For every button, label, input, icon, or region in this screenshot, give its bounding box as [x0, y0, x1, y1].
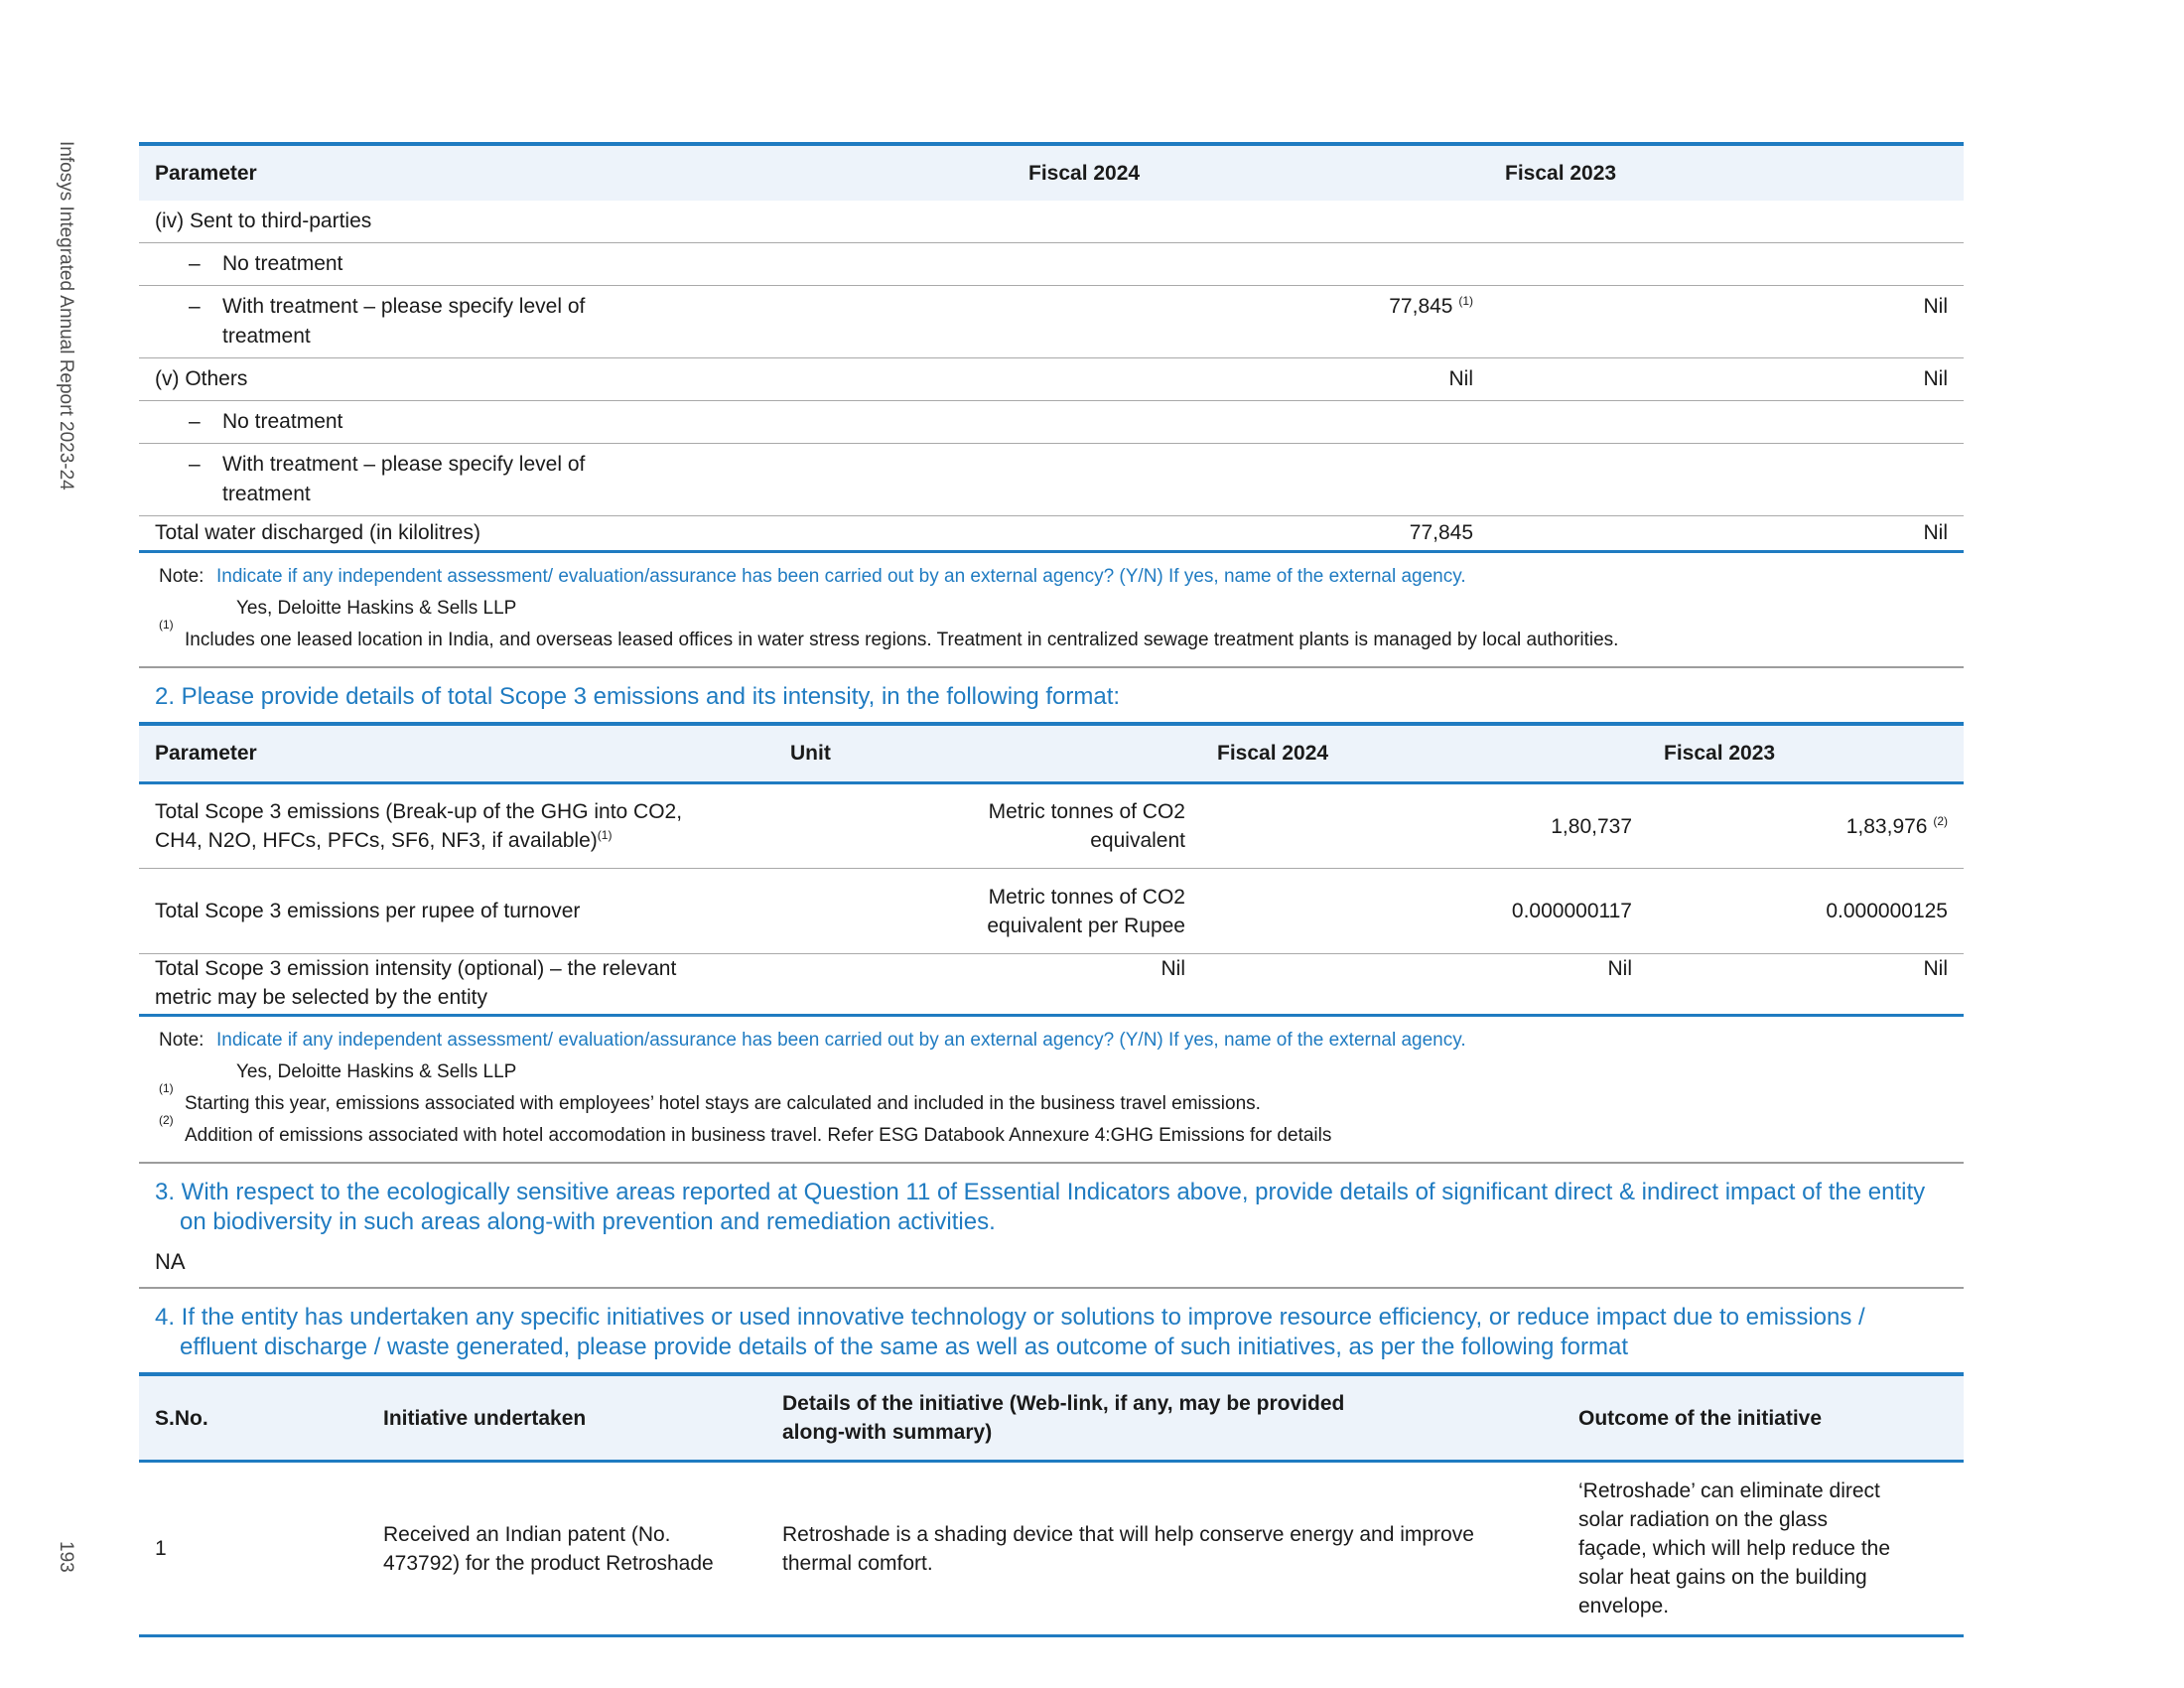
parameter-line: Total Scope 3 emissions (Break-up of the GHG into CO2,	[155, 800, 683, 823]
row-fy24	[1013, 201, 1489, 243]
row-fy23	[1489, 444, 1964, 516]
parameter-line: Total Scope 3 emission intensity (optional) – the relevant	[155, 957, 677, 980]
table-row	[139, 444, 1964, 516]
row-parameter: Total Scope 3 emissions per rupee of turnover	[139, 869, 774, 954]
row-fy24	[1013, 401, 1489, 444]
table-row	[139, 243, 1964, 286]
unit-line: Metric tonnes of CO2	[988, 885, 1185, 909]
page-number	[53, 1541, 82, 1601]
table-row-total	[139, 516, 1964, 552]
question-line: on biodiversity in such areas along-with prevention and remediation activities.	[180, 1208, 996, 1235]
scope3-emissions-table	[139, 722, 1964, 1017]
dash-marker: –	[189, 410, 201, 433]
footnote-mark: (1)	[159, 618, 174, 632]
footnote-mark: (2)	[159, 1113, 174, 1127]
parameter-text: CH4, N2O, HFCs, PFCs, SF6, NF3, if available)	[155, 829, 598, 852]
report-title-text: Infosys Integrated Annual Report 2023-24	[56, 141, 76, 491]
header-fiscal-2024: Fiscal 2024	[1028, 161, 1141, 185]
header-initiative: Initiative undertaken	[367, 1374, 766, 1462]
footnote-text: Addition of emissions associated with hotel accomodation in business travel. Refer ESG Databook Annexure 4:GHG Emissions for details	[185, 1125, 1332, 1146]
note-question: Indicate if any independent assessment/ evaluation/assurance has been carried out by an external agency? (Y/N) If yes, name of the external agency.	[216, 566, 1466, 587]
footnote	[159, 1081, 1964, 1120]
question-line: effluent discharge / waste generated, please provide details of the same as well as outcome of such initiatives, as per the following format	[180, 1334, 1629, 1360]
question-4-heading	[139, 1289, 1964, 1372]
header-fiscal-2023: Fiscal 2023	[1505, 161, 1617, 185]
row-fy23	[1489, 401, 1964, 444]
value: 77,845	[1389, 295, 1453, 318]
row-fy23: Nil	[1923, 957, 1948, 980]
dash-marker: –	[189, 252, 201, 275]
row-fy23: 0.000000125	[1648, 869, 1964, 954]
row-fy24	[1013, 243, 1489, 286]
page-number-text: 193	[56, 1541, 76, 1573]
row-label	[139, 444, 1013, 516]
row-label: Total water discharged (in kilolitres)	[139, 516, 1013, 552]
row-label-text: treatment	[222, 483, 311, 505]
row-fy24: Nil	[1013, 358, 1489, 401]
footnote	[159, 1113, 1964, 1152]
footnote-text: Includes one leased location in India, and overseas leased offices in water stress regions. Treatment in centralized sewage treatment plants is managed by local authorities.	[185, 630, 1619, 650]
row-label	[139, 243, 1013, 286]
value: 1,83,976	[1845, 814, 1928, 838]
row-label-text: With treatment – please specify level of	[222, 295, 586, 318]
table-header-row	[139, 1374, 1964, 1462]
note-label: Note:	[159, 1030, 205, 1051]
table-row	[139, 954, 1964, 1016]
unit-line: Metric tonnes of CO2	[988, 800, 1185, 823]
question-2-heading: 2. Please provide details of total Scope 3 emissions and its intensity, in the following format:	[155, 683, 1121, 710]
row-unit	[774, 869, 1201, 954]
row-label: (v) Others	[139, 358, 1013, 401]
footnote-mark: (1)	[159, 1081, 174, 1095]
row-fy24	[1013, 286, 1489, 358]
cell-line: solar heat gains on the building	[1578, 1566, 1867, 1589]
dash-marker: –	[189, 453, 201, 476]
footnote-text: Starting this year, emissions associated with employees’ hotel stays are calculated and included in the business travel emissions.	[185, 1093, 1261, 1114]
parameter-line: metric may be selected by the entity	[155, 986, 487, 1009]
note-label: Note:	[159, 566, 205, 587]
note-answer: Yes, Deloitte Haskins & Sells LLP	[236, 598, 517, 619]
cell-outcome	[1563, 1462, 1964, 1636]
cell-line: 473792) for the product Retroshade	[383, 1551, 714, 1575]
row-label	[139, 286, 1013, 358]
header-details	[766, 1374, 1563, 1462]
note-line	[159, 561, 1964, 593]
row-unit: Nil	[1160, 957, 1185, 980]
question-3-answer: NA	[155, 1249, 186, 1274]
row-label-text: No treatment	[222, 410, 343, 433]
row-label-text: No treatment	[222, 252, 343, 275]
cell-initiative	[367, 1462, 766, 1636]
row-label: (iv) Sent to third-parties	[139, 201, 1013, 243]
footnote-ref: (1)	[597, 828, 613, 842]
cell-line: façade, which will help reduce the	[1578, 1537, 1891, 1560]
header-unit: Unit	[774, 724, 1201, 783]
row-fy24: 0.000000117	[1201, 869, 1648, 954]
table-row	[139, 1462, 1964, 1636]
row-label	[139, 401, 1013, 444]
cell-line: Retroshade is a shading device that will help conserve energy and improve	[782, 1522, 1474, 1546]
row-parameter	[139, 783, 774, 869]
row-fy23: Nil	[1489, 516, 1964, 552]
cell-line: solar radiation on the glass	[1578, 1508, 1828, 1531]
note-question: Indicate if any independent assessment/ evaluation/assurance has been carried out by an external agency? (Y/N) If yes, name of the external agency.	[216, 1030, 1466, 1051]
table-row	[139, 286, 1964, 358]
row-label-text: treatment	[222, 325, 311, 348]
header-fiscal-2024: Fiscal 2024	[1201, 724, 1648, 783]
row-fy24: Nil	[1607, 957, 1632, 980]
question-3-heading	[139, 1164, 1964, 1247]
row-fy24: 1,80,737	[1201, 783, 1648, 869]
water-note	[139, 553, 1964, 666]
row-fy23	[1489, 243, 1964, 286]
row-unit	[774, 783, 1201, 869]
dash-marker: –	[189, 295, 201, 318]
row-fy23: Nil	[1489, 358, 1964, 401]
footnote	[159, 618, 1964, 656]
cell-details	[766, 1462, 1563, 1636]
page-content	[139, 142, 1964, 1637]
row-fy23: Nil	[1489, 286, 1964, 358]
row-parameter	[139, 954, 774, 1016]
cell-line: thermal comfort.	[782, 1551, 933, 1575]
table-header-row	[139, 144, 1964, 201]
table-row	[139, 201, 1964, 243]
header-fiscal-2023: Fiscal 2023	[1648, 724, 1964, 783]
footnote-ref: (2)	[1933, 813, 1948, 828]
header-parameter: Parameter	[139, 724, 774, 783]
note-line	[159, 1025, 1964, 1056]
initiatives-table	[139, 1372, 1964, 1637]
question-line: 3. With respect to the ecologically sensitive areas reported at Question 11 of Essential Indicators above, provide details of significant direct & indirect impact of the entity	[155, 1179, 1926, 1205]
table-row	[139, 869, 1964, 954]
unit-line: equivalent	[1090, 829, 1185, 852]
side-report-title	[53, 141, 82, 558]
cell-sno: 1	[155, 1537, 167, 1560]
row-fy24: 77,845	[1013, 516, 1489, 552]
row-label-text: With treatment – please specify level of	[222, 453, 586, 476]
table-row	[139, 358, 1964, 401]
row-fy23	[1648, 783, 1964, 869]
table-row	[139, 401, 1964, 444]
table-header-row	[139, 724, 1964, 783]
header-outcome: Outcome of the initiative	[1563, 1374, 1964, 1462]
cell-line: Received an Indian patent (No.	[383, 1522, 671, 1546]
scope3-note	[139, 1017, 1964, 1162]
cell-line: ‘Retroshade’ can eliminate direct	[1578, 1479, 1880, 1502]
parameter-line	[155, 826, 758, 855]
cell-line: envelope.	[1578, 1595, 1670, 1618]
water-discharge-table	[139, 142, 1964, 553]
header-sno: S.No.	[139, 1374, 367, 1462]
header-parameter: Parameter	[155, 161, 257, 185]
row-fy24	[1013, 444, 1489, 516]
header-line: along-with summary)	[782, 1421, 993, 1444]
question-line: 4. If the entity has undertaken any specific initiatives or used innovative technology or solutions to improve resource efficiency, or reduce impact due to emissions /	[155, 1304, 1865, 1331]
row-fy23	[1489, 201, 1964, 243]
table-row	[139, 783, 1964, 869]
unit-line: equivalent per Rupee	[987, 914, 1185, 937]
header-line: Details of the initiative (Web-link, if any, may be provided	[782, 1392, 1345, 1415]
footnote-ref: (1)	[1458, 294, 1473, 308]
note-answer: Yes, Deloitte Haskins & Sells LLP	[236, 1061, 517, 1082]
